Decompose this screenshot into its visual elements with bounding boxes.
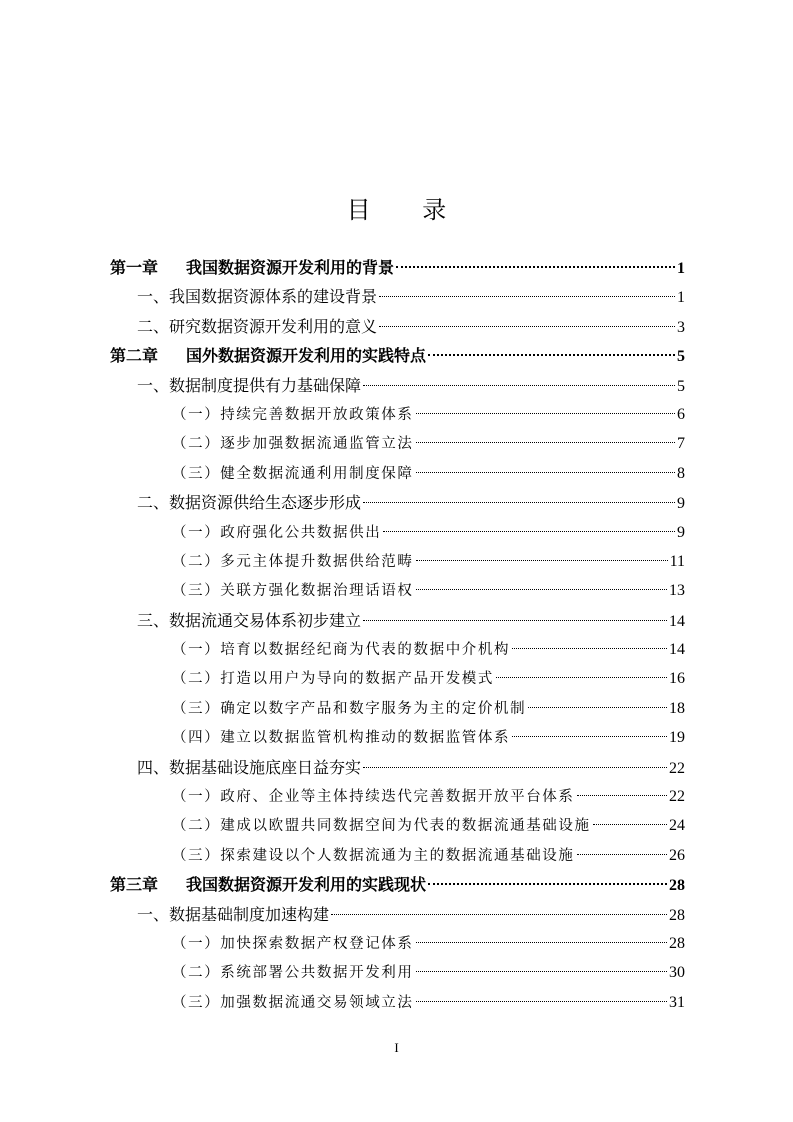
toc-section-entry[interactable] <box>110 488 685 517</box>
toc-page-number: 11 <box>669 552 685 570</box>
toc-entry-text: （一）培育以数据经纪商为代表的数据中介机构 <box>172 642 511 659</box>
dot-leader <box>416 413 676 414</box>
toc-entry-text: 二、数据资源供给生态逐步形成 <box>137 493 362 513</box>
toc-subsection-entry[interactable] <box>110 518 685 547</box>
toc-page-number: 28 <box>669 934 685 952</box>
toc-entry-text: （三）关联方强化数据治理话语权 <box>172 583 414 600</box>
toc-entry-text: 一、数据制度提供有力基础保障 <box>137 375 362 395</box>
toc-page-number: 9 <box>677 523 685 541</box>
toc-page-number: 24 <box>669 817 685 835</box>
toc-entry-label <box>172 842 575 871</box>
dot-leader <box>512 736 667 737</box>
toc-subsection-entry[interactable] <box>110 811 685 840</box>
toc-page-number: 5 <box>677 377 685 395</box>
toc-entry-text: 一、数据基础制度加速构建 <box>137 904 330 924</box>
toc-entry-text: （一）政府、企业等主体持续迭代完善数据开放平台体系 <box>172 789 575 806</box>
toc-entry-text: （二）建成以欧盟共同数据空间为代表的数据流通基础设施 <box>172 818 591 835</box>
toc-entry-label <box>137 900 329 929</box>
dot-leader <box>331 914 667 915</box>
toc-subsection-entry[interactable] <box>110 694 685 723</box>
toc-subsection-entry[interactable] <box>110 459 685 488</box>
toc-entry-label <box>137 312 377 341</box>
dot-leader <box>416 560 668 561</box>
toc-page-number: 7 <box>677 435 685 453</box>
toc-subsection-entry[interactable] <box>110 988 685 1017</box>
toc-page-number: 9 <box>677 495 685 513</box>
toc-section-entry[interactable] <box>110 312 685 341</box>
toc-subsection-entry[interactable] <box>110 429 685 458</box>
toc-entry-text: （四）建立以数据监管机构推动的数据监管体系 <box>172 730 511 747</box>
toc-section-entry[interactable] <box>110 900 685 929</box>
toc-entry-text: 二、研究数据资源开发利用的意义 <box>137 316 378 336</box>
toc-page-number: 28 <box>669 906 685 924</box>
dot-leader <box>416 971 668 972</box>
dot-leader <box>428 883 667 885</box>
toc-page-number: 22 <box>669 759 685 777</box>
toc-entry-text: （二）多元主体提升数据供给范畴 <box>172 553 414 570</box>
toc-entry-label <box>172 724 510 753</box>
dot-leader <box>379 296 675 297</box>
dot-leader <box>363 767 667 768</box>
toc-chapter-entry[interactable] <box>110 870 685 899</box>
toc-entry-text: （三）探索建设以个人数据流通为主的数据流通基础设施 <box>172 847 575 864</box>
toc-subsection-entry[interactable] <box>110 723 685 752</box>
toc-entry-text: （三）确定以数字产品和数字服务为主的定价机制 <box>172 700 527 717</box>
toc-chapter-entry[interactable] <box>110 341 685 370</box>
toc-entry-text: 我国数据资源开发利用的背景 <box>186 258 395 277</box>
toc-entry-text: 一、我国数据资源体系的建设背景 <box>137 287 378 307</box>
chapter-number: 第一章 <box>110 258 159 277</box>
toc-page-number: 6 <box>677 405 685 423</box>
toc-subsection-entry[interactable] <box>110 576 685 605</box>
toc-page-number: 14 <box>669 612 685 630</box>
toc-entry-text: （一）政府强化公共数据供出 <box>172 524 382 541</box>
toc-entry-label <box>137 753 361 782</box>
toc-entry-text: 三、数据流通交易体系初步建立 <box>137 610 362 630</box>
toc-subsection-entry[interactable] <box>110 635 685 664</box>
toc-page-number: 19 <box>669 729 685 747</box>
toc-section-entry[interactable] <box>110 753 685 782</box>
toc-subsection-entry[interactable] <box>110 958 685 987</box>
toc-entry-label <box>137 488 361 517</box>
toc-entry-label <box>110 253 394 282</box>
toc-entry-label <box>172 460 414 489</box>
dot-leader <box>383 531 675 532</box>
dot-leader <box>379 326 675 327</box>
toc-page-number: 1 <box>677 260 685 277</box>
toc-entry-text: 四、数据基础设施底座日益夯实 <box>137 757 362 777</box>
dot-leader <box>593 824 667 825</box>
toc-page-number: 14 <box>669 641 685 659</box>
toc-subsection-entry[interactable] <box>110 400 685 429</box>
toc-page-number: 30 <box>669 964 685 982</box>
dot-leader <box>416 589 668 590</box>
toc-entry-text: 我国数据资源开发利用的实践现状 <box>186 875 427 895</box>
toc-entry-label <box>172 636 510 665</box>
dot-leader <box>363 620 667 621</box>
toc-entry-label <box>172 577 414 606</box>
toc-entry-label <box>172 519 381 548</box>
toc-page-number: 8 <box>677 464 685 482</box>
dot-leader <box>416 472 676 473</box>
table-of-contents <box>110 253 685 1017</box>
dot-leader <box>363 385 675 386</box>
dot-leader <box>416 442 676 443</box>
toc-page-number: 26 <box>669 846 685 864</box>
dot-leader <box>396 266 675 268</box>
toc-entry-text: （二）逐步加强数据流通监管立法 <box>172 436 414 453</box>
toc-entry-label <box>172 665 494 694</box>
toc-entry-text: （二）打造以用户为导向的数据产品开发模式 <box>172 671 494 688</box>
toc-page-number: 31 <box>669 993 685 1011</box>
toc-page-number: 1 <box>677 289 685 307</box>
toc-subsection-entry[interactable] <box>110 547 685 576</box>
toc-entry-label <box>172 695 526 724</box>
toc-entry-label <box>172 783 575 812</box>
toc-chapter-entry[interactable] <box>110 253 685 282</box>
dot-leader <box>416 1001 668 1002</box>
toc-entry-label <box>172 812 591 841</box>
dot-leader <box>496 677 667 678</box>
toc-section-entry[interactable] <box>110 371 685 400</box>
dot-leader <box>416 942 668 943</box>
toc-entry-label <box>172 959 414 988</box>
toc-subsection-entry[interactable] <box>110 782 685 811</box>
chapter-number: 第二章 <box>110 346 159 366</box>
dot-leader <box>528 707 667 708</box>
dot-leader <box>577 854 668 855</box>
toc-section-entry[interactable] <box>110 606 685 635</box>
toc-page-number: 13 <box>669 582 685 600</box>
dot-leader <box>512 648 667 649</box>
toc-page-number: 22 <box>669 788 685 806</box>
toc-page-number: 28 <box>669 877 685 895</box>
toc-entry-label <box>172 930 414 959</box>
dot-leader <box>428 354 675 356</box>
toc-entry-text: （一）持续完善数据开放政策体系 <box>172 406 414 423</box>
toc-entry-label <box>172 989 414 1018</box>
toc-title: 目 录 <box>346 196 469 224</box>
toc-subsection-entry[interactable] <box>110 664 685 693</box>
toc-entry-label <box>110 341 426 370</box>
toc-subsection-entry[interactable] <box>110 841 685 870</box>
page-number: I <box>394 1040 399 1055</box>
toc-entry-text: 国外数据资源开发利用的实践特点 <box>186 346 427 366</box>
toc-subsection-entry[interactable] <box>110 929 685 958</box>
toc-entry-text: （一）加快探索数据产权登记体系 <box>172 935 414 952</box>
toc-entry-text: （二）系统部署公共数据开发利用 <box>172 965 414 982</box>
chapter-number: 第三章 <box>110 875 159 895</box>
toc-entry-label <box>137 282 377 311</box>
toc-page-number: 3 <box>677 318 685 336</box>
toc-entry-text: （三）健全数据流通利用制度保障 <box>172 465 414 482</box>
toc-page-number: 16 <box>669 670 685 688</box>
toc-entry-label <box>110 870 426 899</box>
dot-leader <box>363 502 675 503</box>
dot-leader <box>577 795 668 796</box>
toc-entry-label <box>137 606 361 635</box>
toc-entry-label <box>137 371 361 400</box>
toc-page-number: 5 <box>677 348 685 366</box>
toc-page-number: 18 <box>669 699 685 717</box>
toc-entry-text: （三）加强数据流通交易领域立法 <box>172 994 414 1011</box>
toc-entry-label <box>172 401 414 430</box>
toc-section-entry[interactable] <box>110 282 685 311</box>
toc-entry-label <box>172 430 414 459</box>
toc-entry-label <box>172 548 414 577</box>
